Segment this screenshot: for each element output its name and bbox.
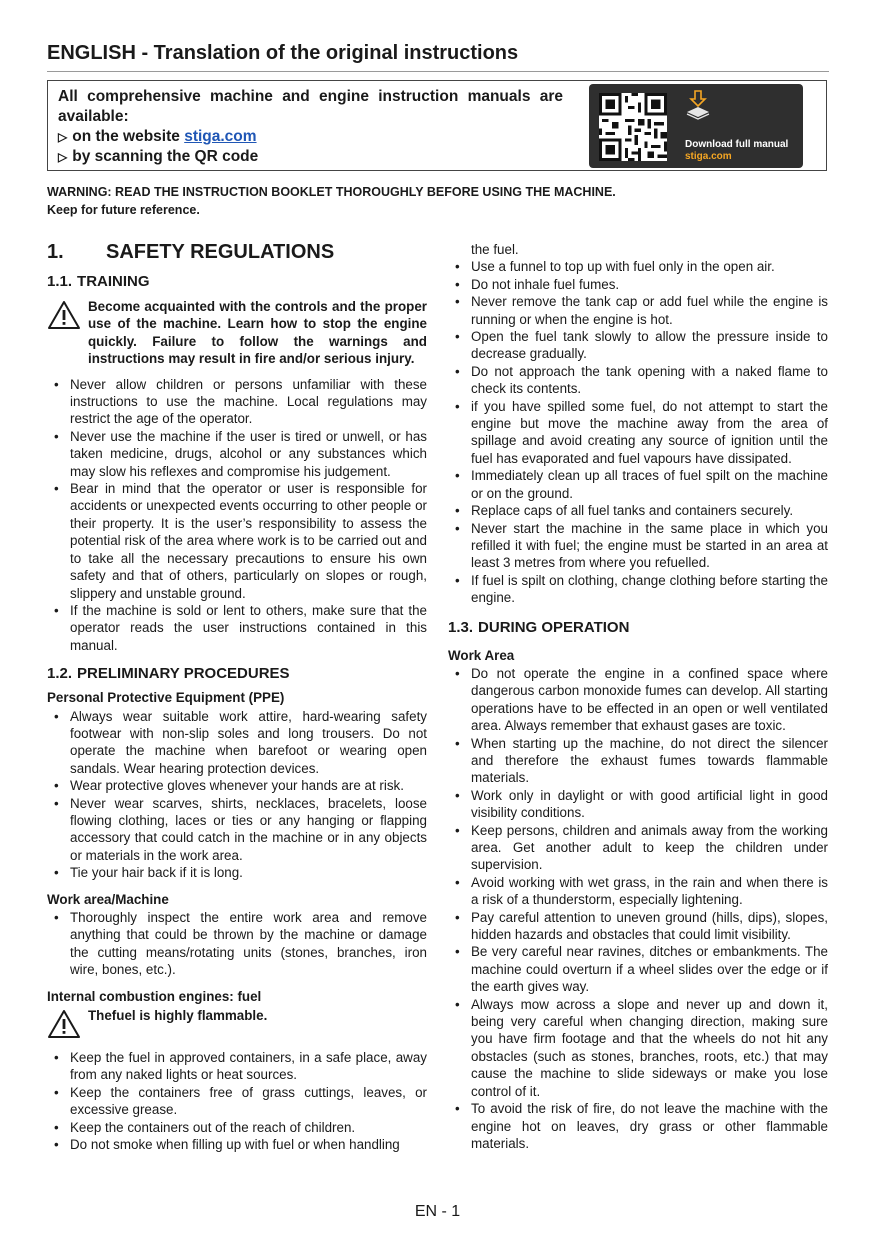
list-item: • Never start the machine in the same place in which you refilled it with fuel; the engine must be started in an area at least 3 metres from where you refuelled. bbox=[448, 520, 828, 572]
warning-line-2: Keep for future reference. bbox=[47, 203, 200, 217]
training-list bbox=[47, 376, 427, 655]
subsection-title: PRELIMINARY PROCEDURES bbox=[77, 665, 290, 683]
list-item: • Do not inhale fuel fumes. bbox=[448, 276, 828, 293]
list-item: • Always wear suitable work attire, hard-wearing safety footwear with non-slip soles and long trousers. Do not operate the machine when barefoot or wearing open sandals. Wear hearing protection devices. bbox=[47, 708, 427, 778]
work-area-machine-heading: Work area/Machine bbox=[47, 891, 169, 907]
list-item: • Use a funnel to top up with fuel only in the open air. bbox=[448, 258, 828, 275]
manual-info-box bbox=[47, 80, 827, 171]
download-site: stiga.com bbox=[685, 151, 732, 162]
list-item: • Tie your hair back if it is long. bbox=[47, 864, 427, 881]
work-area-machine-list bbox=[47, 909, 427, 979]
list-item: • Be very careful near ravines, ditches or embankments. The machine could overturn if a wheel slides over the edge or if the earth gives way. bbox=[448, 943, 828, 995]
list-item: • Keep the containers free of grass cuttings, leaves, or excessive grease. bbox=[47, 1084, 427, 1119]
list-item: • Avoid working with wet grass, in the rain and when there is a risk of a thunderstorm, especially lightening. bbox=[448, 874, 828, 909]
subsection-heading-training bbox=[47, 272, 427, 292]
triangle-bullet-icon: ▷ bbox=[58, 130, 68, 144]
warning-notice bbox=[47, 183, 829, 219]
qr-download-panel[interactable] bbox=[589, 84, 803, 168]
list-item: • Always mow across a slope and never up and down it, being very careful when changing direction, making sure you have firm footage and that the wheels do not hit any obstacles (such as stones, branches, roots, etc.) that may cause the machine to slide sideways or make you lose control of it. bbox=[448, 996, 828, 1100]
list-item: • If the machine is sold or lent to others, make sure that the operator reads the user instructions contained in this manual. bbox=[47, 602, 427, 654]
website-link[interactable]: stiga.com bbox=[184, 128, 257, 145]
list-item: • Immediately clean up all traces of fuel spilt on the machine or on the ground. bbox=[448, 467, 828, 502]
download-book-icon bbox=[685, 90, 711, 120]
list-item: • Do not operate the engine in a confined space where dangerous carbon monoxide fumes can develop. All starting operations have to be effected in an open or well ventilated area. Always remember that exhaust gases are toxic. bbox=[448, 665, 828, 735]
subsection-number: 1.2. bbox=[47, 665, 73, 683]
ppe-heading: Personal Protective Equipment (PPE) bbox=[47, 690, 285, 706]
subsection-title: DURING OPERATION bbox=[478, 618, 630, 636]
list-item: • Replace caps of all fuel tanks and containers securely. bbox=[448, 502, 828, 519]
download-label: Download full manual bbox=[685, 139, 789, 150]
fuel-caution-block bbox=[47, 1007, 427, 1041]
website-prefix: on the website bbox=[72, 128, 180, 145]
list-item: • Wear protective gloves whenever your hands are at risk. bbox=[47, 777, 427, 794]
list-item: • Thoroughly inspect the entire work area and remove anything that could be thrown by the machine or damage the cutting means/rotating units (stones, branches, iron wire, bones, etc.). bbox=[47, 909, 427, 979]
qr-code-icon[interactable] bbox=[599, 93, 667, 161]
info-text bbox=[58, 87, 563, 167]
info-website-line bbox=[58, 127, 563, 147]
right-column bbox=[448, 241, 828, 1152]
fuel-list-continuation: the fuel. bbox=[471, 242, 519, 257]
list-item: • Work only in daylight or with good artificial light in good visibility conditions. bbox=[448, 787, 828, 822]
subsection-number: 1.3. bbox=[448, 618, 474, 636]
warning-triangle-icon bbox=[47, 300, 81, 330]
caution-block bbox=[47, 298, 427, 368]
fuel-caution-text: Thefuel is highly flammable. bbox=[88, 1008, 268, 1024]
info-intro: All comprehensive machine and engine instruction manuals are available: bbox=[58, 88, 563, 125]
list-item: • Never use the machine if the user is tired or unwell, or has taken medicine, drugs, alcohol or any substances which may slow his reflexes and compromise his judgement. bbox=[47, 428, 427, 480]
fuel-list bbox=[47, 1049, 427, 1153]
list-item: • Never remove the tank cap or add fuel while the engine is running or when the engine is hot. bbox=[448, 293, 828, 328]
list-item: • if you have spilled some fuel, do not attempt to start the engine but move the machine away from the area of spillage and avoid creating any source of ignition until the fuel has evaporated and fuel vapours have dissipated. bbox=[448, 398, 828, 468]
work-area-heading: Work Area bbox=[448, 647, 515, 663]
subsection-number: 1.1. bbox=[47, 273, 73, 290]
ppe-list bbox=[47, 708, 427, 882]
section-heading bbox=[47, 240, 427, 264]
subsection-title: TRAINING bbox=[77, 273, 150, 290]
list-item: • To avoid the risk of fire, do not leave the machine with the engine hot on leaves, dry grass or other flammable materials. bbox=[448, 1100, 828, 1152]
subsection-heading-preliminary bbox=[47, 664, 427, 684]
list-item: • Keep the containers out of the reach of children. bbox=[47, 1119, 427, 1136]
list-item: • Open the fuel tank slowly to allow the pressure inside to decrease gradually. bbox=[448, 328, 828, 363]
list-item: • Never allow children or persons unfamiliar with these instructions to use the machine. Local regulations may restrict the age of the operator. bbox=[47, 376, 427, 428]
section-title: SAFETY REGULATIONS bbox=[106, 241, 335, 263]
left-column bbox=[47, 240, 427, 1153]
caution-text: Become acquainted with the controls and the proper use of the machine. Learn how to stop the engine quickly. Failure to follow the warnings and instructions may result in fire and/or serious injury. bbox=[88, 299, 427, 367]
work-area-list bbox=[448, 665, 828, 1152]
section-number: 1. bbox=[47, 241, 64, 263]
warning-line-1: WARNING: READ THE INSTRUCTION BOOKLET THOROUGHLY BEFORE USING THE MACHINE. bbox=[47, 185, 616, 199]
list-item: • Bear in mind that the operator or user is responsible for accidents or unexpected events occurring to other people or their property. It is the user’s responsibility to assess the potential risk of the area where work is to be carried out and to take all the necessary precautions to ensure his own safety and that of others, particularly on slopes or rough, slippery and unstable ground. bbox=[47, 480, 427, 602]
list-item: • If fuel is spilt on clothing, change clothing before starting the engine. bbox=[448, 572, 828, 607]
triangle-bullet-icon: ▷ bbox=[58, 150, 68, 164]
fuel-list-cont bbox=[448, 258, 828, 606]
list-item: • Do not smoke when filling up with fuel or when handling bbox=[47, 1136, 427, 1153]
list-item: • Keep the fuel in approved containers, in a safe place, away from any naked lights or heat sources. bbox=[47, 1049, 427, 1084]
page-number: EN - 1 bbox=[414, 1203, 461, 1220]
info-qr-line bbox=[58, 147, 563, 167]
fuel-heading: Internal combustion engines: fuel bbox=[47, 988, 262, 1004]
list-item: • When starting up the machine, do not direct the silencer and therefore the exhaust fumes towards flammable materials. bbox=[448, 735, 828, 787]
qr-line-text: by scanning the QR code bbox=[72, 148, 259, 165]
warning-triangle-icon bbox=[47, 1009, 81, 1039]
list-item: • Keep persons, children and animals away from the working area. Get another adult to keep the children under supervision. bbox=[448, 822, 828, 874]
subsection-heading-operation bbox=[448, 618, 828, 638]
list-item: • Never wear scarves, shirts, necklaces, bracelets, loose flowing clothing, laces or ties or any hanging or flapping accessory that could catch in the machine or in any objects or materials in the work area. bbox=[47, 795, 427, 865]
list-item: • Pay careful attention to uneven ground (hills, dips), slopes, hidden hazards and obstacles that could limit visibility. bbox=[448, 909, 828, 944]
list-item: • Do not approach the tank opening with a naked flame to check its contents. bbox=[448, 363, 828, 398]
page-title: ENGLISH - Translation of the original instructions bbox=[47, 42, 829, 72]
